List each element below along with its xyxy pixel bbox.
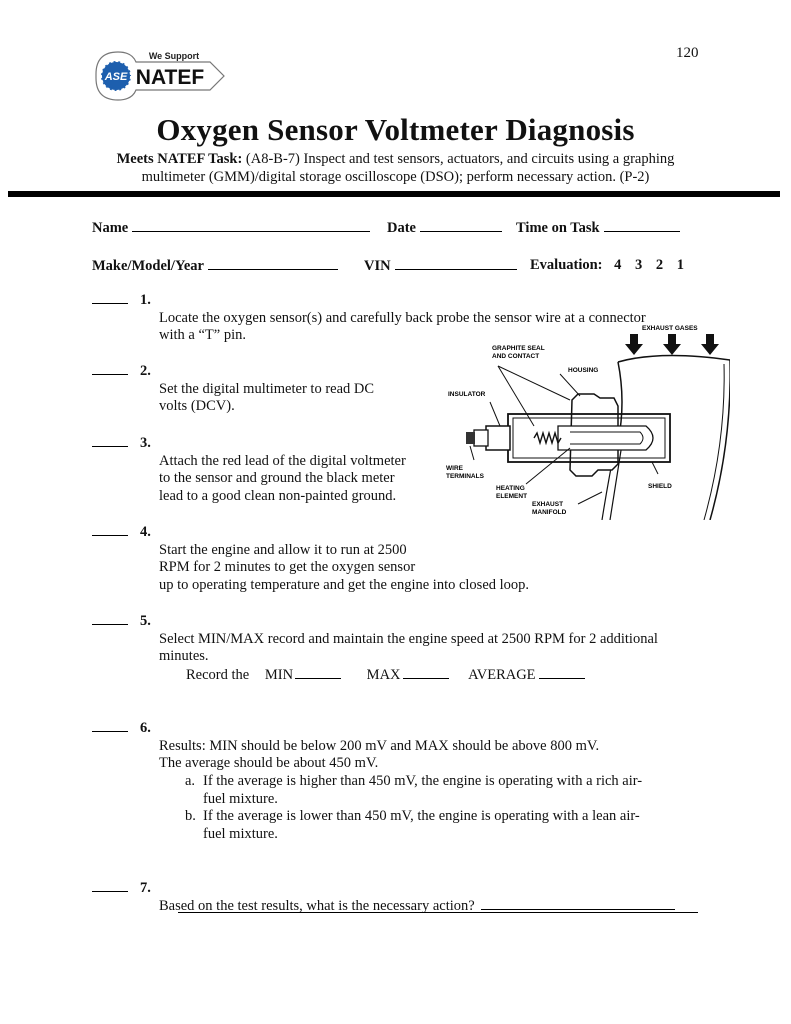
we-support-text: We Support xyxy=(148,51,200,61)
step-7-line-1: Based on the test results, what is the necessary action? xyxy=(159,897,475,914)
label-wire-terminals-1: WIRE xyxy=(446,465,463,472)
result-note-a-line-1: If the average is higher than 450 mV, the engine is operating with a rich air- xyxy=(203,773,643,789)
step-5-line-1: Select MIN/MAX record and maintain the engine speed at 2500 RPM for 2 additional xyxy=(159,630,658,647)
label-housing: HOUSING xyxy=(568,367,599,374)
step-7-number: 7. xyxy=(140,880,151,896)
evaluation-field xyxy=(530,257,684,274)
label-exhaust-gases: EXHAUST GASES xyxy=(642,325,698,332)
task-text-line2: multimeter (GMM)/digital storage oscilloscope (DSO); perform necessary action. (P-2) xyxy=(141,169,650,185)
step-3-line-3: lead to a good clean non-painted ground. xyxy=(159,487,397,504)
name-input[interactable] xyxy=(132,219,370,232)
result-note-b xyxy=(185,808,705,844)
step-6-line-1: Results: MIN should be below 200 mV and MAX should be above 800 mV. xyxy=(159,737,600,754)
step-1-check-blank[interactable] xyxy=(92,293,128,304)
date-label: Date xyxy=(387,220,416,236)
average-input[interactable] xyxy=(539,668,585,679)
time-on-task-label: Time on Task xyxy=(516,220,600,236)
exhaust-gas-arrows-icon xyxy=(625,334,719,355)
result-note-b-line-2: fuel mixture. xyxy=(203,825,278,842)
vin-label: VIN xyxy=(364,258,391,274)
label-heating-element-2: ELEMENT xyxy=(496,493,528,500)
result-note-a xyxy=(185,773,705,809)
make-model-year-field xyxy=(92,257,338,275)
step-7 xyxy=(92,880,712,914)
date-field xyxy=(387,219,502,237)
natef-text: NATEF xyxy=(135,66,205,89)
name-label: Name xyxy=(92,220,129,236)
max-label: MAX xyxy=(366,667,401,683)
evaluation-label: Evaluation: xyxy=(530,257,603,273)
step-4-line-2: RPM for 2 minutes to get the oxygen sensor xyxy=(159,559,416,575)
evaluation-option-1[interactable]: 1 xyxy=(676,257,685,273)
label-graphite-seal-1: GRAPHITE SEAL xyxy=(492,345,545,352)
step-3-check-blank[interactable] xyxy=(92,436,128,447)
ase-badge-text: ASE xyxy=(104,71,128,83)
necessary-action-input-line-1[interactable] xyxy=(481,899,675,910)
step-2 xyxy=(92,363,432,414)
step-3-line-1: Attach the red lead of the digital voltmeter xyxy=(159,452,406,469)
step-3-line-2: to the sensor and ground the black meter xyxy=(159,470,395,486)
vin-input[interactable] xyxy=(395,257,517,270)
record-prefix: Record the xyxy=(186,667,250,683)
result-note-b-line-1: If the average is lower than 450 mV, the engine is operating with a lean air- xyxy=(203,808,640,824)
result-note-a-line-2: fuel mixture. xyxy=(203,790,278,807)
task-label: Meets NATEF Task: xyxy=(116,151,243,167)
step-2-number: 2. xyxy=(140,363,151,379)
task-description xyxy=(0,150,791,186)
result-note-b-label: b. xyxy=(185,808,196,824)
make-model-year-input[interactable] xyxy=(208,257,338,270)
label-exhaust-manifold-2: MANIFOLD xyxy=(532,509,567,516)
step-3-number: 3. xyxy=(140,435,151,451)
step-4 xyxy=(92,524,652,593)
page-number: 120 xyxy=(676,45,699,61)
step-5-line-2: minutes. xyxy=(159,648,209,664)
step-5 xyxy=(92,613,712,664)
label-exhaust-manifold-1: EXHAUST xyxy=(532,501,564,508)
step-2-line-1: Set the digital multimeter to read DC xyxy=(159,380,375,397)
evaluation-option-4[interactable]: 4 xyxy=(614,257,622,273)
time-on-task-field xyxy=(516,219,680,237)
step-4-line-1: Start the engine and allow it to run at 2500 xyxy=(159,541,407,558)
step-4-number: 4. xyxy=(140,524,151,540)
evaluation-option-3[interactable]: 3 xyxy=(635,257,643,273)
step-6-line-2: The average should be about 450 mV. xyxy=(159,755,379,771)
min-input[interactable] xyxy=(295,668,341,679)
step-4-check-blank[interactable] xyxy=(92,525,128,536)
date-input[interactable] xyxy=(420,219,502,232)
max-input[interactable] xyxy=(403,668,449,679)
oxygen-sensor-diagram xyxy=(430,322,730,520)
step-5-number: 5. xyxy=(140,613,151,629)
label-shield: SHIELD xyxy=(648,483,672,490)
name-field xyxy=(92,219,370,237)
label-insulator: INSULATOR xyxy=(448,391,486,398)
step-2-check-blank[interactable] xyxy=(92,364,128,375)
page-title: Oxygen Sensor Voltmeter Diagnosis xyxy=(156,112,635,147)
step-5-check-blank[interactable] xyxy=(92,614,128,625)
step-1-number: 1. xyxy=(140,292,151,308)
label-heating-element-1: HEATING xyxy=(496,485,525,492)
label-graphite-seal-2: AND CONTACT xyxy=(492,353,540,360)
natef-key-logo-icon xyxy=(92,44,232,106)
header-divider xyxy=(8,191,780,197)
step-1-line-1: Locate the oxygen sensor(s) and carefully back probe the sensor wire at a connector xyxy=(159,309,646,326)
time-on-task-input[interactable] xyxy=(604,219,680,232)
min-label: MIN xyxy=(264,667,294,683)
make-model-year-label: Make/Model/Year xyxy=(92,258,204,274)
label-wire-terminals-2: TERMINALS xyxy=(446,473,484,480)
vin-field xyxy=(364,257,517,275)
step-2-line-2: volts (DCV). xyxy=(159,398,235,414)
step-6-number: 6. xyxy=(140,720,151,736)
oxygen-sensor-cutaway-illustration xyxy=(430,322,730,520)
evaluation-option-2[interactable]: 2 xyxy=(655,257,664,273)
natef-logo xyxy=(92,44,232,106)
step-7-check-blank[interactable] xyxy=(92,881,128,892)
task-text-line1: (A8-B-7) Inspect and test sensors, actuators, and circuits using a graphing xyxy=(245,151,675,167)
result-note-a-label: a. xyxy=(185,773,196,789)
step-3 xyxy=(92,435,432,504)
average-label: AVERAGE xyxy=(468,667,536,683)
step-1-line-2: with a “T” pin. xyxy=(159,327,246,343)
step-6-check-blank[interactable] xyxy=(92,721,128,732)
step-4-line-3: up to operating temperature and get the engine into closed loop. xyxy=(159,576,530,593)
step-6 xyxy=(92,720,712,771)
necessary-action-input-line-2[interactable] xyxy=(178,912,698,913)
record-row xyxy=(186,667,585,684)
